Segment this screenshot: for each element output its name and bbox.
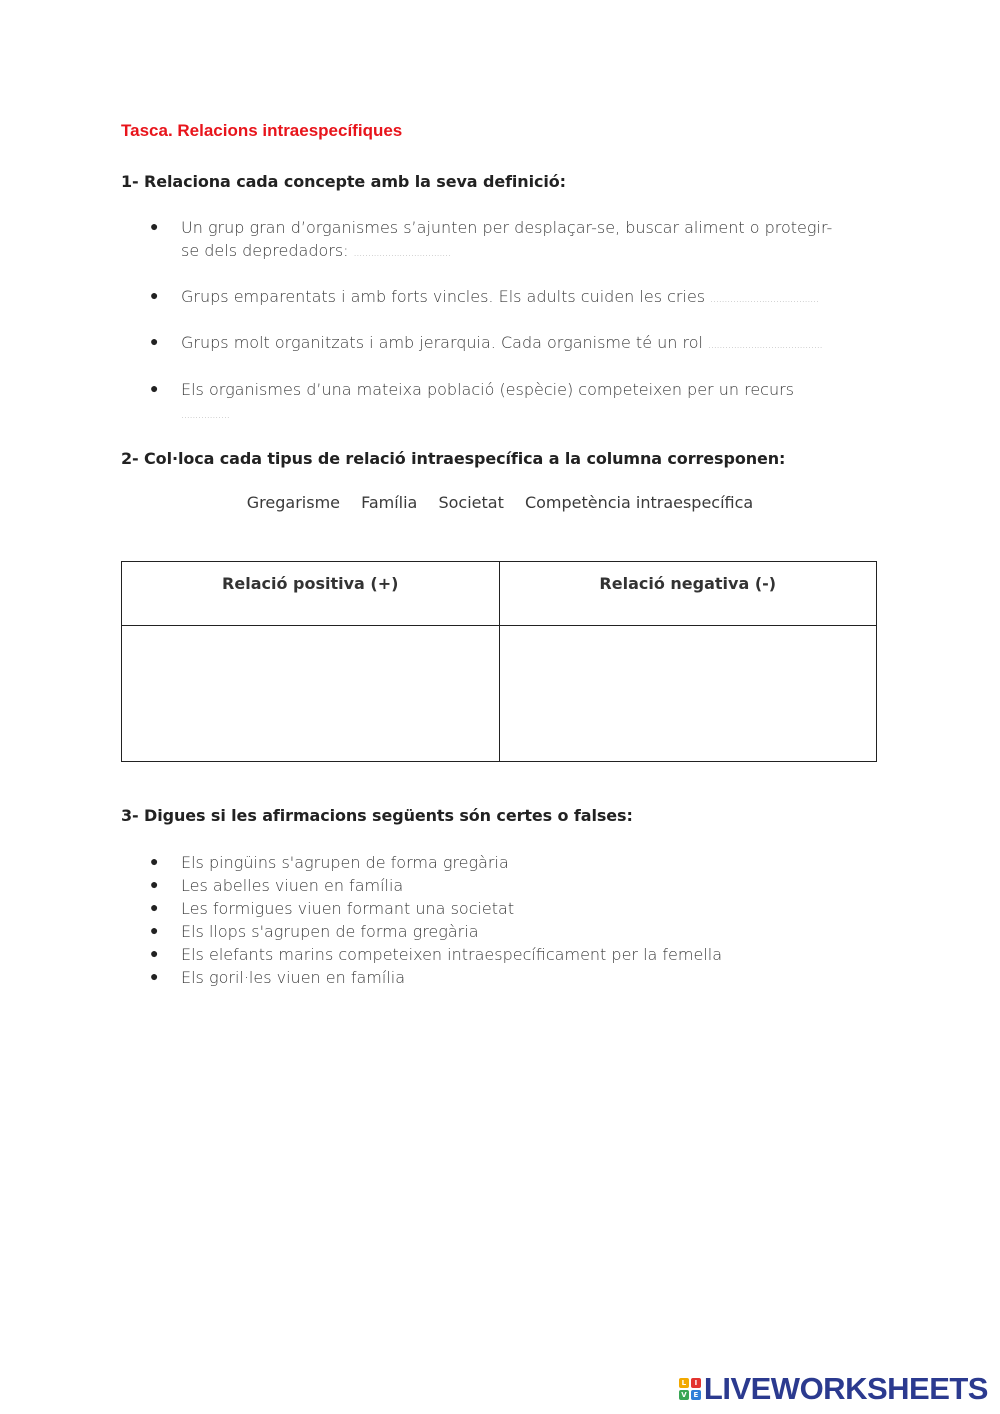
logo-mark-letter: V: [679, 1390, 689, 1400]
concept-list-item-2: [150, 285, 910, 312]
logo-mark-letter: L: [679, 1378, 689, 1388]
bullet-icon: ●: [150, 381, 159, 397]
bullet-icon: ●: [150, 219, 159, 235]
word-bank-item[interactable]: Competència intraespecífica: [524, 493, 754, 512]
bullet-icon: ●: [150, 854, 159, 870]
logo-mark-letter: I: [691, 1378, 701, 1388]
concept-list-item-3: [150, 331, 910, 358]
statement-text: Els llops s'agrupen de forma gregària: [181, 922, 479, 941]
logo-mark-icon: [679, 1378, 701, 1400]
section-2-heading: 2- Col·loca cada tipus de relació intraespecífica a la columna corresponen:: [121, 449, 786, 468]
word-bank-item[interactable]: Gregarisme: [246, 493, 340, 512]
drop-zone-negative[interactable]: [499, 626, 877, 762]
bullet-icon: ●: [150, 900, 159, 916]
answer-blank[interactable]: .................: [181, 411, 230, 421]
concept-list-item-1: [150, 216, 850, 266]
table-header-row: [122, 562, 877, 626]
bullet-icon: ●: [150, 334, 159, 350]
list-item: [150, 216, 850, 266]
page-title: Tasca. Relacions intraespecífiques: [121, 121, 403, 140]
list-item[interactable]: [150, 966, 722, 989]
definition-text: Els organismes d’una mateixa població (espècie) competeixen per un recurs: [181, 380, 795, 399]
bullet-icon: ●: [150, 946, 159, 962]
column-header-negative: Relació negativa (-): [499, 562, 877, 626]
statement-text: Els elefants marins competeixen intraespecíficament per la femella: [181, 945, 723, 964]
column-header-positive: Relació positiva (+): [122, 562, 500, 626]
word-bank: [0, 493, 1000, 512]
statement-text: Els goril·les viuen en família: [181, 968, 405, 987]
bullet-icon: ●: [150, 969, 159, 985]
list-item[interactable]: [150, 920, 722, 943]
answer-blank[interactable]: ..................................: [353, 249, 451, 259]
true-false-list: [150, 851, 722, 989]
answer-blank[interactable]: ........................................: [708, 341, 823, 351]
bullet-icon: ●: [150, 288, 159, 304]
section-1-heading: 1- Relaciona cada concepte amb la seva definició:: [121, 172, 566, 191]
list-item: [150, 378, 850, 428]
liveworksheets-logo: [679, 1371, 988, 1406]
table-row: [122, 626, 877, 762]
bullet-icon: ●: [150, 923, 159, 939]
word-bank-item[interactable]: Societat: [438, 493, 504, 512]
list-item[interactable]: [150, 943, 722, 966]
logo-text: LIVEWORKSHEETS: [703, 1371, 988, 1406]
definition-text: Un grup gran d’organismes s’ajunten per desplaçar-se, buscar aliment o protegir-se dels depredadors:: [181, 218, 833, 260]
definition-text: Grups molt organitzats i amb jerarquia. Cada organisme té un rol: [181, 333, 709, 352]
list-item: [150, 285, 910, 312]
statement-text: Les abelles viuen en família: [181, 876, 404, 895]
statement-text: Els pingüins s'agrupen de forma gregària: [181, 853, 509, 872]
concept-list-item-4: [150, 378, 850, 428]
section-3-heading: 3- Digues si les afirmacions següents són certes o falses:: [121, 806, 633, 825]
list-item[interactable]: [150, 897, 722, 920]
bullet-icon: ●: [150, 877, 159, 893]
logo-mark-letter: E: [691, 1390, 701, 1400]
list-item[interactable]: [150, 851, 722, 874]
word-bank-item[interactable]: Família: [361, 493, 418, 512]
statement-text: Les formigues viuen formant una societat: [181, 899, 515, 918]
relations-table: [121, 561, 877, 762]
list-item: [150, 331, 910, 358]
list-item[interactable]: [150, 874, 722, 897]
answer-blank[interactable]: ......................................: [710, 295, 819, 305]
drop-zone-positive[interactable]: [122, 626, 500, 762]
definition-text: Grups emparentats i amb forts vincles. Els adults cuiden les cries: [181, 287, 711, 306]
